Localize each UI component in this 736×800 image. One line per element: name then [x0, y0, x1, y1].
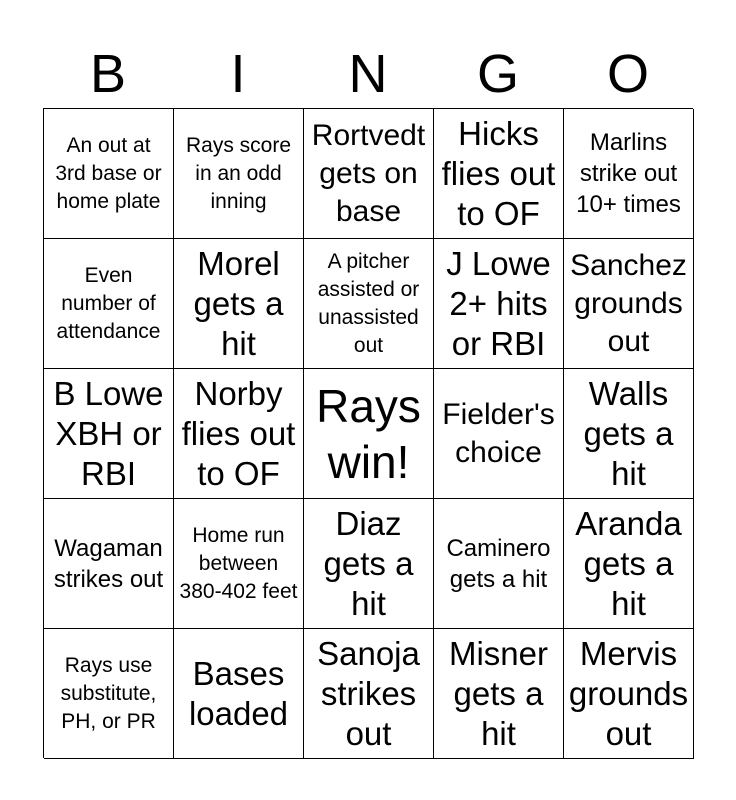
cell-text: J Lowe 2+ hits or RBI — [446, 244, 551, 362]
cell-text: Rays use substitute, PH, or PR — [60, 653, 157, 733]
cell-text: Rortvedt gets on base — [311, 118, 426, 228]
bingo-cell[interactable] — [44, 109, 174, 239]
cell-text: Hicks flies out to OF — [441, 114, 556, 232]
bingo-cell[interactable] — [44, 369, 174, 499]
cell-text: Norby flies out to OF — [181, 374, 296, 492]
bingo-cell[interactable] — [304, 109, 434, 239]
cell-text: Mervis grounds out — [568, 634, 689, 752]
bingo-cell[interactable] — [44, 239, 174, 369]
cell-text: Diaz gets a hit — [323, 504, 414, 622]
cell-text: Marlins strike out 10+ times — [576, 129, 681, 218]
header-letter-g: G — [476, 44, 519, 104]
cell-text: B Lowe XBH or RBI — [53, 374, 164, 492]
bingo-cell[interactable] — [174, 369, 304, 499]
cell-text: An out at 3rd base or home plate — [55, 133, 162, 213]
bingo-cell[interactable] — [564, 499, 694, 629]
bingo-cell[interactable] — [304, 239, 434, 369]
cell-text: Rays score in an odd inning — [185, 133, 292, 213]
cell-text: Wagaman strikes out — [53, 534, 164, 593]
bingo-cell[interactable] — [564, 369, 694, 499]
bingo-cell[interactable] — [434, 109, 564, 239]
bingo-cell[interactable] — [564, 239, 694, 369]
cell-text: Aranda gets a hit — [575, 504, 682, 622]
cell-text: A pitcher assisted or unassisted out — [317, 249, 420, 357]
cell-text: Walls gets a hit — [583, 374, 674, 492]
free-space-cell[interactable] — [304, 369, 434, 499]
header-letter-b: B — [89, 44, 127, 104]
cell-text: Sanchez grounds out — [570, 248, 687, 358]
bingo-cell[interactable] — [44, 629, 174, 759]
bingo-cell[interactable] — [174, 109, 304, 239]
bingo-cell[interactable] — [174, 499, 304, 629]
cell-text: Misner gets a hit — [448, 634, 549, 752]
header-letter-i: I — [230, 44, 246, 104]
header-letter-n: N — [348, 44, 388, 104]
bingo-cell[interactable] — [434, 629, 564, 759]
cell-text: Morel gets a hit — [193, 244, 284, 362]
bingo-board — [43, 108, 693, 758]
cell-text: Bases loaded — [188, 654, 289, 732]
bingo-cell[interactable] — [304, 629, 434, 759]
bingo-cell[interactable] — [434, 499, 564, 629]
free-space-text: Rays win! — [316, 379, 421, 488]
bingo-cell[interactable] — [44, 499, 174, 629]
cell-text: Sanoja strikes out — [317, 634, 420, 752]
bingo-cell[interactable] — [434, 239, 564, 369]
bingo-cell[interactable] — [174, 629, 304, 759]
cell-text: Fielder's choice — [442, 397, 555, 469]
bingo-cell[interactable] — [564, 109, 694, 239]
bingo-cell[interactable] — [174, 239, 304, 369]
cell-text: Home run between 380-402 feet — [179, 523, 298, 603]
cell-text: Caminero gets a hit — [446, 534, 551, 593]
bingo-cell[interactable] — [434, 369, 564, 499]
bingo-header — [43, 40, 693, 108]
bingo-cell[interactable] — [564, 629, 694, 759]
bingo-cell[interactable] — [304, 499, 434, 629]
header-letter-o: O — [606, 44, 649, 104]
cell-text: Even number of attendance — [56, 263, 161, 343]
